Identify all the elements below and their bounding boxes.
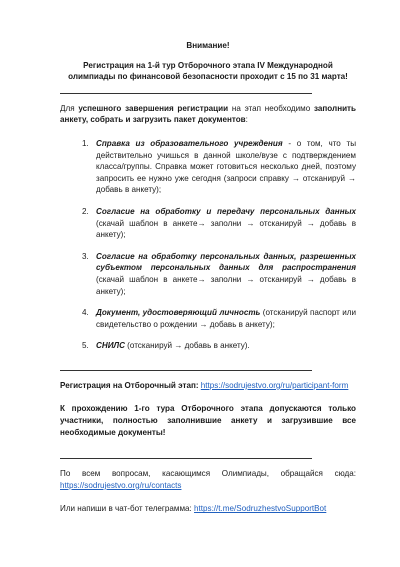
intro-text: Для [60, 103, 79, 113]
list-number: 4. [82, 308, 89, 318]
telegram-text: Или напиши в чат-бот телеграмма: [60, 504, 195, 514]
contacts-link[interactable]: https://sodrujestvo.org/ru/contacts [60, 480, 182, 490]
list-item-title: Согласие на обработку и передачу персональных данных [96, 206, 356, 216]
list-item-title: Документ, удостоверяющий личность [96, 308, 261, 318]
documents-list [60, 138, 356, 352]
intro-text: : [245, 115, 248, 125]
intro-text: на этап необходимо [228, 103, 314, 113]
divider [60, 458, 312, 459]
list-item-text: (отсканируй → добавь в анкету). [124, 341, 250, 351]
list-item-title: Справка из образовательного учреждения [96, 138, 283, 148]
registration-headline: Регистрация на 1-й тур Отборочного этапа IV Международной олимпиады по финансовой безопасности проходит с 15 по 31 марта! [68, 60, 348, 82]
list-item-title: Согласие на обработку персональных данных, разрешенных субъектом персональных данных для распространения [96, 251, 356, 273]
list-item [82, 307, 356, 330]
list-item-text: (отсканируй паспорт или свидетельство о рождении → добавь в анкету); [96, 308, 356, 329]
list-item-text: (скачай шаблон в анкете→ заполни → отсканируй → добавь в анкету); [96, 218, 356, 240]
contacts-paragraph [60, 468, 356, 491]
list-item-text: (скачай шаблон в анкете→ заполни → отсканируй → добавь в анкету); [96, 274, 356, 296]
intro-paragraph [60, 103, 356, 126]
intro-bold-1: успешного завершения регистрации [78, 103, 229, 113]
admission-note: К прохождению 1-го тура Отборочного этапа допускаются только участники, полностью заполнившие анкету и загрузившие все необходимые документы! [60, 404, 356, 437]
contacts-text: По всем вопросам, касающимся Олимпиады, обращайся сюда: [60, 469, 356, 479]
list-number: 2. [82, 206, 89, 216]
registration-line [60, 380, 356, 392]
list-item [82, 138, 357, 196]
list-item [82, 206, 356, 241]
list-number: 5. [82, 341, 89, 351]
divider [60, 370, 312, 371]
telegram-link[interactable]: https://t.me/SodruzhestvoSupportBot [194, 504, 327, 514]
list-number: 3. [82, 251, 89, 261]
list-item [82, 340, 356, 352]
list-item-text: - о том, что ты действительно учишься в данной школе/вузе с подтверждением класса/группы. Справка может готовиться несколько дней, поэтому запросить ее нужно уже сегодня (запроси справку → отсканируй → добавь в анкету); [96, 138, 357, 195]
registration-link[interactable]: https://sodrujestvo.org/ru/participant-form [200, 380, 349, 390]
intro-bold-3: анкету, собрать и загрузить пакет документов [60, 115, 246, 125]
list-item-title: СНИЛС [96, 341, 125, 351]
list-number: 1. [82, 138, 89, 148]
telegram-paragraph [60, 503, 356, 515]
intro-bold-2: заполнить [314, 103, 356, 113]
registration-label: Регистрация на Отборочный этап: [60, 380, 201, 390]
attention-title: Внимание! [186, 41, 230, 50]
divider [60, 93, 312, 94]
list-item [82, 251, 356, 297]
